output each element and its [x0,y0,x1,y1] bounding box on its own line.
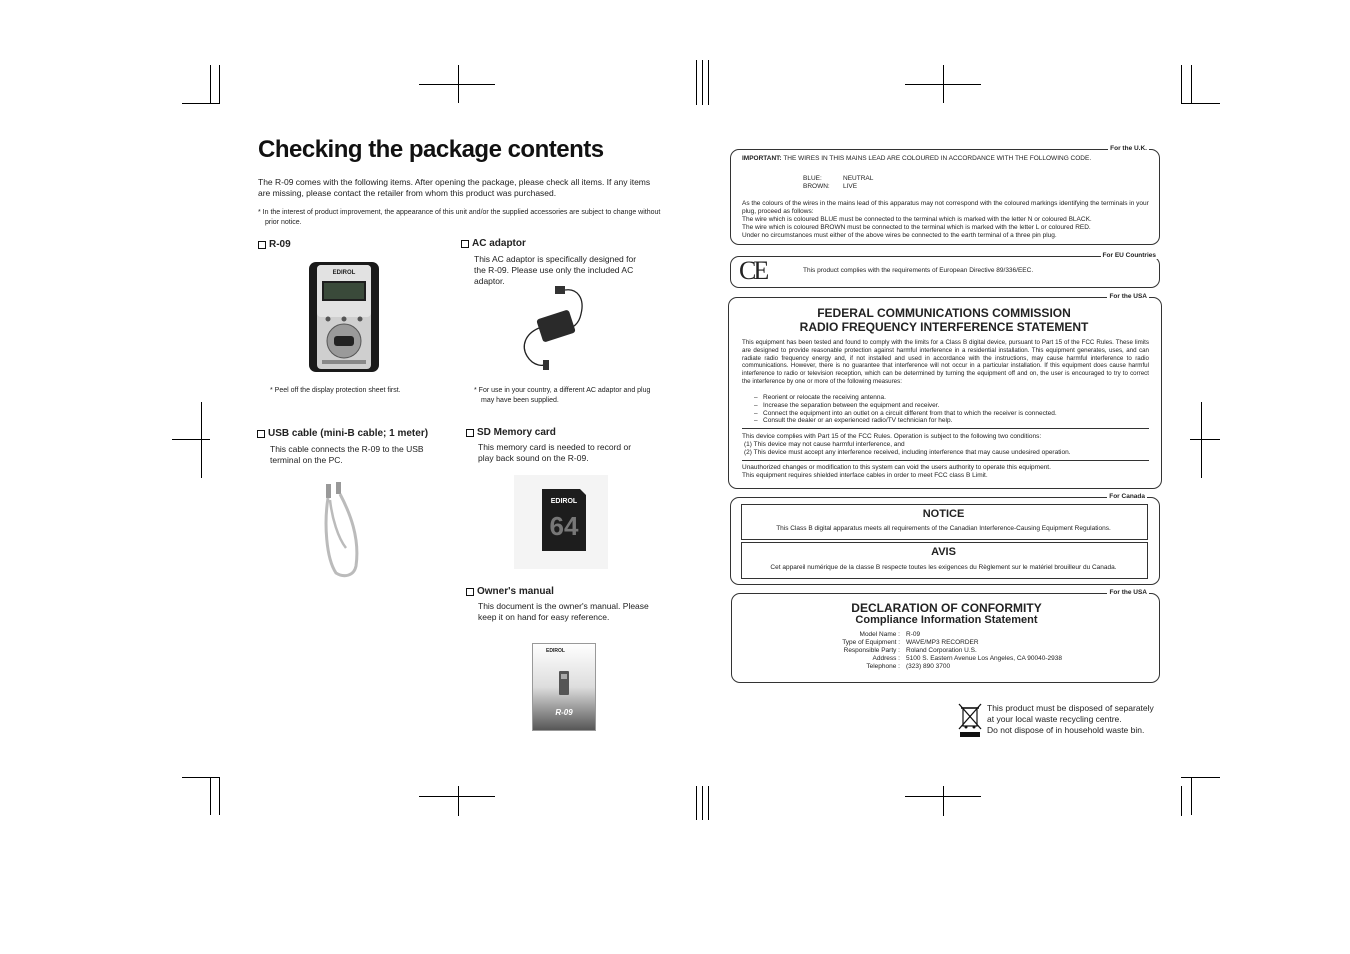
doc-row: Address : 5100 S. Eastern Avenue Los Angeles, CA 90040-2938 [872,655,1062,662]
fcc-cond1: (1) This device may not cause harmful interference, and [744,441,905,448]
weee-line: Do not dispose of in household waste bin. [987,725,1145,735]
manual-cover-label: R-09 [555,708,573,717]
manual-brand: EDIROL [546,648,565,654]
fcc-title2: RADIO FREQUENCY INTERFERENCE STATEMENT [799,320,1089,334]
weee-text [987,703,1154,736]
checkbox-icon [466,588,474,596]
doc-title: DECLARATION OF CONFORMITY [851,601,1042,615]
doc-row: Telephone : (323) 890 3700 [866,663,951,670]
item-label: USB cable (mini-B cable; 1 meter) [268,428,429,439]
item-label: R-09 [269,239,291,250]
ac-adaptor-image [515,284,595,374]
ce-mark: CE [739,256,767,285]
fcc-part15: This device complies with Part 15 of the FCC Rules. Operation is subject to the following two conditions: [742,433,1042,440]
divider [742,460,1149,461]
notice-title: NOTICE [922,508,965,520]
improvement-note: * In the interest of product improvement, the appearance of this unit and/or the supplied accessories are subject to change without prior notice. [258,209,661,226]
doc-subtitle: Compliance Information Statement [855,614,1038,626]
item-heading-ac-adaptor [461,238,526,249]
ac-adaptor-note: * For use in your country, a different AC adaptor and plug may have been supplied. [474,387,651,404]
measure-item: – Connect the equipment into an outlet on a circuit different from that to which the receiver is connected. [754,409,1057,417]
checkbox-icon [461,240,469,248]
uk-para2: The wire which is coloured BLUE must be connected to the terminal which is marked with the letter N or coloured BLACK. [742,216,1092,223]
uk-blue-label: BLUE: [803,175,822,182]
doc-row: Model Name : R-09 [859,631,921,638]
measure-item: – Increase the separation between the equipment and receiver. [754,401,940,409]
divider [742,428,1149,429]
page-title: Checking the package contents [258,136,604,163]
doc-table [780,631,1120,671]
item-heading-sd-card [466,427,556,438]
uk-para3: The wire which is coloured BROWN must be connected to the terminal which is marked with the letter L or coloured RED. [742,224,1091,231]
sd-card-image [514,475,608,569]
checkbox-icon [258,241,266,249]
uk-para4: Under no circumstances must either of the above wires be connected to the earth terminal of a three pin plug. [742,232,1057,239]
avis-title: AVIS [931,546,956,558]
doc-row: Responsible Party : Roland Corporation U.S. [843,647,977,654]
canada-tag: For Canada [1109,493,1145,500]
item-heading-usb-cable [257,428,428,439]
usb-cable-image [316,478,372,580]
fcc-measures [754,394,1144,425]
weee-line: This product must be disposed of separately [987,703,1154,713]
weee-line: at your local waste recycling centre. [987,714,1122,724]
doc-tag: For the USA [1109,589,1147,596]
fcc-cond2: (2) This device must accept any interference received, including interference that may cause undesired operation. [744,449,1071,456]
fcc-unauth1: Unauthorized changes or modification to this system can void the users authority to operate this equipment. [742,464,1051,471]
item-label: AC adaptor [472,238,526,249]
important-text: THE WIRES IN THIS MAINS LEAD ARE COLOURED IN ACCORDANCE WITH THE FOLLOWING CODE. [783,155,1092,162]
fcc-tag: For the USA [1109,293,1147,300]
sd-capacity: 64 [549,511,579,541]
ac-adaptor-description: This AC adaptor is specifically designed for the R-09. Please use only the included AC adaptor. [474,254,637,286]
sd-brand: EDIROL [550,498,578,505]
important-label: IMPORTANT: [742,155,782,162]
sd-card-description: This memory card is needed to record or play back sound on the R-09. [478,442,632,463]
doc-row: Type of Equipment : WAVE/MP3 RECORDER [842,639,979,646]
avis-text: Cet appareil numérique de la classe B respecte toutes les exigences du Règlement sur le matériel brouilleur du Canada. [770,564,1117,571]
usb-cable-description: This cable connects the R-09 to the USB terminal on the PC. [270,444,424,465]
uk-tag: For the U.K. [1110,145,1147,152]
fcc-paragraph: This equipment has been tested and found to comply with the limits for a Class B digital device, pursuant to Part 15 of the FCC Rules. These limits are designed to provide reasonable protection against harmful interference in a residential installation. This equipment generates, uses, and can radiate radio frequency energy and, if not installed and used in accordance with the instructions, may cause harmful interference to radio communications. However, there is no guarantee that interference will not occur in a particular installation. If this equipment does cause harmful interference to radio or television reception, which can be determined by turning the equipment off and on, the user is encouraged to try to correct the interference by one or more of the following measures: [742,339,1149,385]
checkbox-icon [466,429,474,437]
fcc-unauth2: This equipment requires shielded interface cables in order to meet FCC class B Limit. [742,472,988,479]
r09-note: * Peel off the display protection sheet first. [270,387,401,394]
fcc-title1: FEDERAL COMMUNICATIONS COMMISSION [817,306,1071,320]
r09-device-image [308,261,380,373]
measure-item: – Consult the dealer or an experienced radio/TV technician for help. [754,417,953,425]
uk-brown-value: LIVE [843,183,858,190]
item-heading-manual [466,586,554,597]
eu-text: This product complies with the requirements of European Directive 89/336/EEC. [803,267,1034,274]
brand-logo: EDIROL [332,270,356,276]
uk-important [742,155,1152,163]
uk-para1: As the colours of the wires in the mains lead of this apparatus may not correspond with the coloured markings identifying the terminals in your plug, proceed as follows: [742,200,1149,215]
item-label: Owner's manual [477,586,554,597]
manual-description: This document is the owner's manual. Please keep it on hand for easy reference. [478,601,649,622]
eu-tag: For EU Countries [1102,252,1156,259]
item-label: SD Memory card [477,427,556,438]
intro-paragraph: The R-09 comes with the following items. After opening the package, please check all items. If any items are missing, please contact the retailer from whom this product was purchased. [258,177,651,198]
uk-blue-value: NEUTRAL [843,175,874,182]
notice-text: This Class B digital apparatus meets all requirements of the Canadian Interference-Causing Equipment Regulations. [776,525,1111,532]
manual-image [532,643,596,731]
crossed-bin-icon [957,702,983,738]
checkbox-icon [257,430,265,438]
uk-brown-label: BROWN: [803,183,830,190]
item-heading-r09 [258,239,291,250]
measure-item: – Reorient or relocate the receiving antenna. [754,394,886,401]
